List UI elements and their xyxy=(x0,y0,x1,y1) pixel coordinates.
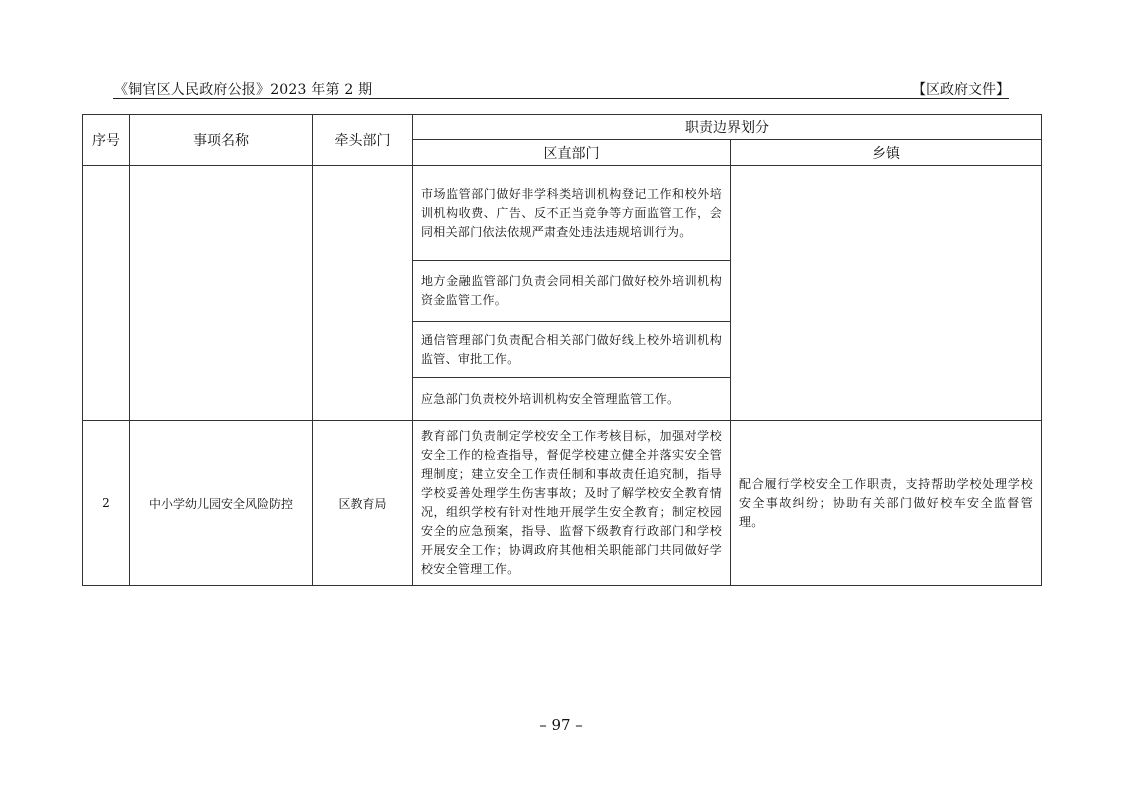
header-divider xyxy=(113,98,1009,99)
district-duty-cell xyxy=(413,261,731,322)
district-duty-text: 地方金融监管部门负责会同相关部门做好校外培训机构资金监管工作。 xyxy=(421,274,722,307)
district-duty-text: 通信管理部门负责配合相关部门做好线上校外培训机构监管、审批工作。 xyxy=(421,332,722,366)
township-duty-cell xyxy=(731,421,1042,586)
township-duty-cell xyxy=(731,166,1042,421)
publication-title: 《铜官区人民政府公报》2023 年第 2 期 xyxy=(114,82,373,98)
township-duty-text: 配合履行学校安全工作职责，支持帮助学校处理学校安全事故纠纷；协助有关部门做好校车安全监督管理。 xyxy=(739,476,1033,529)
district-duty-cell xyxy=(413,421,731,586)
district-duty-text: 应急部门负责校外培训机构安全管理监管工作。 xyxy=(421,391,680,406)
column-header-district: 区直部门 xyxy=(413,140,731,166)
column-header-index: 序号 xyxy=(83,115,130,166)
column-header-division: 职责边界划分 xyxy=(413,115,1042,140)
index-cell: 2 xyxy=(83,421,130,586)
item-cell: 中小学幼儿园安全风险防控 xyxy=(130,421,313,586)
column-header-item: 事项名称 xyxy=(130,115,313,166)
index-cell xyxy=(83,166,130,421)
district-duty-cell xyxy=(413,322,731,378)
district-duty-cell xyxy=(413,378,731,421)
item-cell xyxy=(130,166,313,421)
responsibility-table xyxy=(82,114,1042,586)
table-row xyxy=(83,421,1042,586)
lead-cell: 区教育局 xyxy=(313,421,413,586)
district-duty-text: 市场监管部门做好非学科类培训机构登记工作和校外培训机构收费、广告、反不正当竞争等方面监管工作，会同相关部门依法依规严肃查处违法违规培训行为。 xyxy=(421,186,722,239)
lead-cell xyxy=(313,166,413,421)
section-label: 【区政府文件】 xyxy=(912,82,1010,98)
district-duty-text: 教育部门负责制定学校安全工作考核目标，加强对学校安全工作的检查指导，督促学校建立健全并落实安全管理制度；建立安全工作责任制和事故责任追究制，指导学校妥善处理学生伤害事故；及时了解学校安全教育情况，组织学校有针对性地开展学生安全教育；制定校园安全的应急预案，指导、监督下级教育行政部门和学校开展安全工作；协调政府其他相关职能部门共同做好学校安全管理工作。 xyxy=(421,429,722,576)
district-duty-cell xyxy=(413,166,731,261)
column-header-township: 乡镇 xyxy=(731,140,1042,166)
page-number: – 97 – xyxy=(539,716,583,734)
table-row xyxy=(83,166,1042,261)
column-header-lead: 牵头部门 xyxy=(313,115,413,166)
